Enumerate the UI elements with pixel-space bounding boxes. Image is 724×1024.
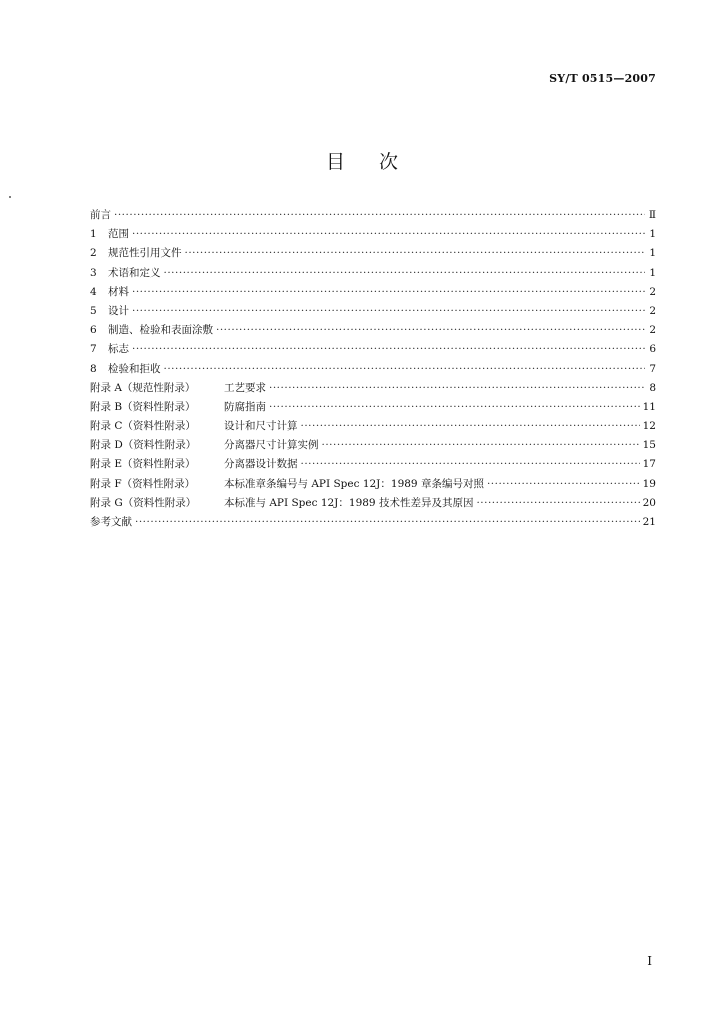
toc-label: 8 检验和拒收 xyxy=(90,360,161,379)
toc-page-number: 21 xyxy=(642,516,656,528)
toc-leader xyxy=(269,398,640,417)
toc-page-number: 1 xyxy=(649,266,656,279)
toc-entry[interactable] xyxy=(90,398,656,417)
toc-label: 7 标志 xyxy=(90,340,129,359)
toc-page-number: 17 xyxy=(642,458,656,471)
toc-leader xyxy=(114,206,645,225)
toc-page-number: 12 xyxy=(642,420,656,433)
toc-leader xyxy=(322,436,640,455)
toc-annex-prefix: 附录 F（资料性附录） xyxy=(90,477,196,490)
toc-annex-prefix: 附录 D（资料性附录） xyxy=(90,439,197,452)
toc-label: 6 制造、检验和表面涂敷 xyxy=(90,321,213,340)
toc-entry[interactable] xyxy=(90,302,656,321)
toc-number: 3 xyxy=(90,266,97,279)
scan-speck xyxy=(9,196,11,198)
toc-leader xyxy=(132,225,645,244)
toc-entry[interactable] xyxy=(90,417,656,436)
toc-annex-prefix: 附录 G（资料性附录） xyxy=(90,496,197,509)
toc-label: 附录 F（资料性附录） 本标准章条编号与 API Spec 12J：1989 章条编号对照 xyxy=(90,475,484,494)
toc-label: 5 设计 xyxy=(90,302,129,321)
toc-label: 附录 E（资料性附录） 分离器设计数据 xyxy=(90,455,298,474)
toc-label: 3 术语和定义 xyxy=(90,264,161,283)
title-char-2: 次 xyxy=(379,151,399,173)
toc-entry[interactable] xyxy=(90,206,656,225)
toc-number: 2 xyxy=(90,247,97,260)
toc-entry[interactable] xyxy=(90,244,656,263)
toc-page-number: 2 xyxy=(649,285,656,298)
toc-entry[interactable] xyxy=(90,225,656,244)
toc-entry[interactable] xyxy=(90,475,656,494)
toc-page-number: 8 xyxy=(649,381,656,394)
toc-label: 参考文献 xyxy=(90,516,132,528)
toc-label: 前言 xyxy=(90,209,111,221)
toc-annex-prefix: 附录 A（规范性附录） xyxy=(90,381,196,394)
toc-leader xyxy=(185,244,646,263)
toc-page-number: 11 xyxy=(642,400,656,413)
toc-number: 6 xyxy=(90,324,97,337)
toc-page-number: 7 xyxy=(649,362,656,375)
toc-entry[interactable] xyxy=(90,379,656,398)
toc-page-number: Ⅱ xyxy=(648,209,656,221)
toc-page-number: 1 xyxy=(649,247,656,260)
toc-entry[interactable] xyxy=(90,283,656,302)
toc-leader xyxy=(164,264,646,283)
toc-number: 8 xyxy=(90,362,97,375)
toc-leader xyxy=(132,283,645,302)
toc-number: 5 xyxy=(90,304,97,317)
toc-leader xyxy=(476,494,639,513)
toc-label: 附录 B（资料性附录） 防腐指南 xyxy=(90,398,266,417)
page-number: I xyxy=(647,954,652,968)
toc-label: 2 规范性引用文件 xyxy=(90,244,182,263)
toc-entry[interactable] xyxy=(90,513,656,532)
toc-entry[interactable] xyxy=(90,436,656,455)
title-char-1: 目 xyxy=(325,151,345,173)
standard-code: SY/T 0515—2007 xyxy=(549,72,656,85)
toc-number: 1 xyxy=(90,228,97,241)
toc-leader xyxy=(269,379,645,398)
toc-annex-prefix: 附录 C（资料性附录） xyxy=(90,420,196,433)
toc-page-number: 19 xyxy=(642,477,656,490)
toc-label: 附录 G（资料性附录） 本标准与 API Spec 12J：1989 技术性差异及其原因 xyxy=(90,494,473,513)
toc-entry[interactable] xyxy=(90,340,656,359)
toc-entry[interactable] xyxy=(90,494,656,513)
page-title xyxy=(0,147,724,174)
toc-leader xyxy=(301,417,640,436)
toc-leader xyxy=(132,340,645,359)
toc-leader xyxy=(135,513,640,532)
toc-label: 附录 A（规范性附录） 工艺要求 xyxy=(90,379,266,398)
toc-label: 附录 D（资料性附录） 分离器尺寸计算实例 xyxy=(90,436,319,455)
table-of-contents xyxy=(90,206,656,532)
toc-leader xyxy=(301,455,640,474)
toc-page-number: 1 xyxy=(649,228,656,241)
toc-entry[interactable] xyxy=(90,264,656,283)
toc-entry[interactable] xyxy=(90,360,656,379)
toc-label: 1 范围 xyxy=(90,225,129,244)
toc-page-number: 15 xyxy=(642,439,656,452)
toc-entry[interactable] xyxy=(90,321,656,340)
toc-annex-prefix: 附录 E（资料性附录） xyxy=(90,458,196,471)
toc-leader xyxy=(164,360,646,379)
toc-annex-prefix: 附录 B（资料性附录） xyxy=(90,400,196,413)
toc-number: 7 xyxy=(90,343,97,356)
toc-leader xyxy=(216,321,645,340)
toc-leader xyxy=(487,475,640,494)
toc-label: 4 材料 xyxy=(90,283,129,302)
toc-entry[interactable] xyxy=(90,455,656,474)
toc-leader xyxy=(132,302,645,321)
toc-number: 4 xyxy=(90,285,97,298)
toc-label: 附录 C（资料性附录） 设计和尺寸计算 xyxy=(90,417,298,436)
toc-page-number: 6 xyxy=(649,343,656,356)
toc-page-number: 20 xyxy=(642,496,656,509)
toc-page-number: 2 xyxy=(649,304,656,317)
toc-page-number: 2 xyxy=(649,324,656,337)
